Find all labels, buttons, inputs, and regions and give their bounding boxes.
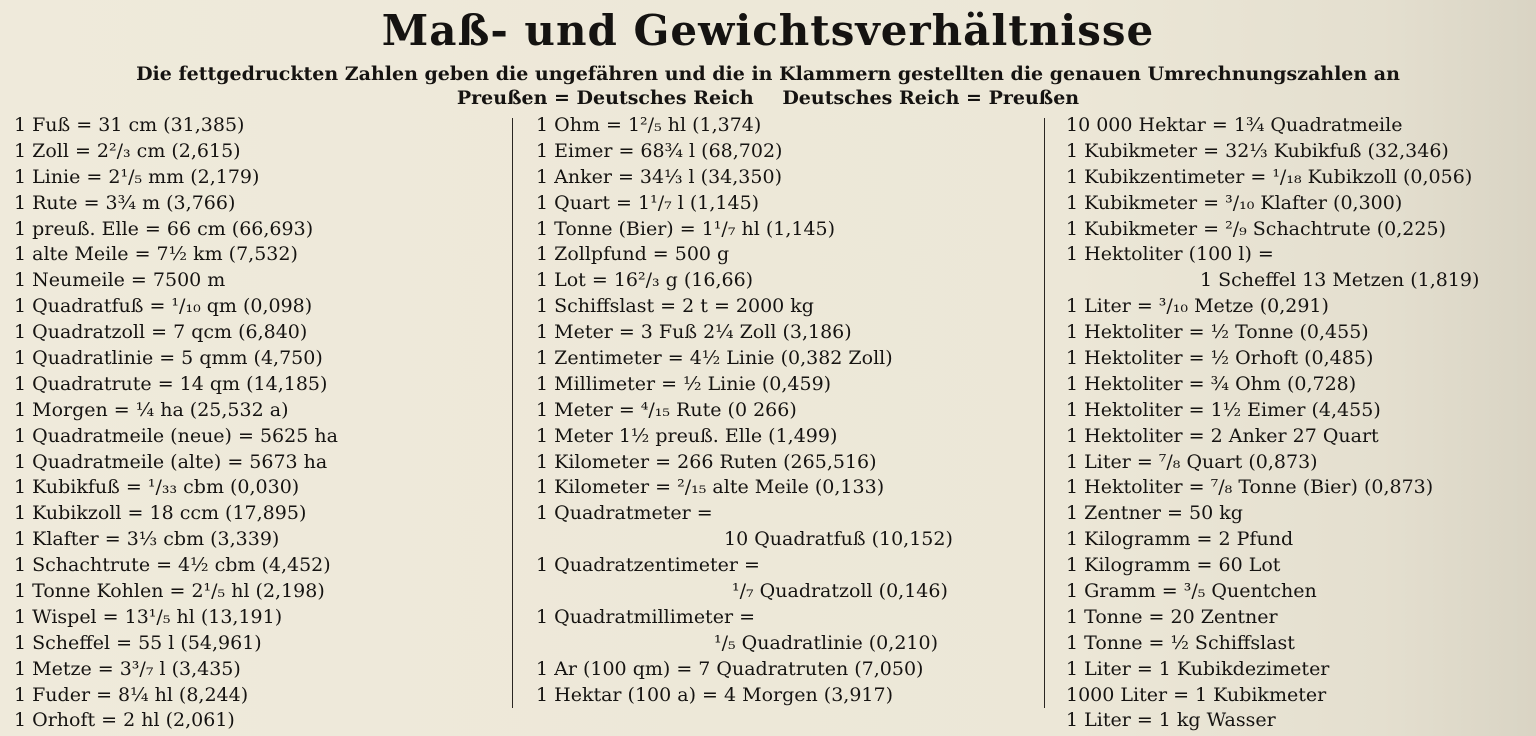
conversion-line: 1 Meter 1½ preuß. Elle (1,499)	[536, 424, 838, 447]
column-headings	[0, 86, 1536, 110]
conversion-line: 1 Linie = 2¹/₅ mm (2,179)	[14, 165, 260, 188]
conversion-line: 1 Quadratzentimeter =	[536, 554, 760, 577]
conversion-line: 1 Kilogramm = 2 Pfund	[1066, 528, 1294, 551]
conversion-line-continuation: 1 Scheffel 13 Metzen (1,819)	[1200, 269, 1480, 292]
conversion-line: 10 000 Hektar = 1¾ Quadratmeile	[1066, 114, 1403, 136]
heading-prussia-to-reich: Preußen = Deutsches Reich	[456, 87, 754, 109]
page-title: Maß- und Gewichtsverhältnisse	[381, 6, 1155, 55]
conversion-line: 1 Zollpfund = 500 g	[536, 243, 730, 266]
conversion-line: 1 Kubikzoll = 18 ccm (17,895)	[14, 502, 307, 525]
conversion-line: 1 Ar (100 qm) = 7 Quadratruten (7,050)	[536, 657, 924, 680]
conversion-line: 1 Neumeile = 7500 m	[14, 269, 226, 292]
conversion-line: 1 Quart = 1¹/₇ l (1,145)	[536, 191, 760, 214]
conversion-line: 1 Kilometer = ²/₁₅ alte Meile (0,133)	[536, 476, 885, 499]
conversion-line: 1 Liter = 1 Kubikdezimeter	[1066, 657, 1330, 680]
conversion-line: 1 Morgen = ¼ ha (25,532 a)	[14, 398, 289, 421]
column-prussia-to-reich	[14, 113, 504, 734]
conversion-line: 1 Tonne Kohlen = 2¹/₅ hl (2,198)	[14, 580, 325, 603]
conversion-line: 1 Lot = 16²/₃ g (16,66)	[536, 269, 754, 292]
conversion-line: 1 Quadratrute = 14 qm (14,185)	[14, 372, 328, 395]
conversion-line: 1 Kubikmeter = ³/₁₀ Klafter (0,300)	[1066, 191, 1403, 214]
conversion-line: 1 Fuder = 8¼ hl (8,244)	[14, 683, 249, 706]
conversion-line: 1 Zoll = 2²/₃ cm (2,615)	[14, 139, 241, 162]
conversion-line: 1 Hektoliter = ½ Orhoft (0,485)	[1066, 347, 1374, 370]
conversion-line: 1 Hektoliter = ¾ Ohm (0,728)	[1066, 372, 1357, 395]
conversion-line: 1 Meter = ⁴/₁₅ Rute (0 266)	[536, 398, 797, 421]
conversion-line-continuation: 10 Quadratfuß (10,152)	[724, 528, 953, 551]
conversion-line: 1 Kilogramm = 60 Lot	[1066, 554, 1281, 577]
conversion-line: 1 Kubikmeter = 32⅓ Kubikfuß (32,346)	[1066, 139, 1449, 162]
heading-reich-to-prussia: Deutsches Reich = Preußen	[782, 87, 1080, 109]
conversion-line: 1 Quadratmeter =	[536, 502, 713, 525]
conversion-line: 1 Ohm = 1²/₅ hl (1,374)	[536, 114, 762, 136]
conversion-line: 1 Klafter = 3⅓ cbm (3,339)	[14, 528, 280, 551]
conversion-line: 1 Rute = 3¾ m (3,766)	[14, 191, 236, 214]
conversion-line: 1 Liter = ⁷/₈ Quart (0,873)	[1066, 450, 1318, 473]
conversion-line: 1 Scheffel = 55 l (54,961)	[14, 631, 262, 654]
conversion-line: 1 Kubikfuß = ¹/₃₃ cbm (0,030)	[14, 476, 300, 499]
conversion-line: 1 Quadratzoll = 7 qcm (6,840)	[14, 321, 308, 344]
conversion-line: 1 Tonne (Bier) = 1¹/₇ hl (1,145)	[536, 217, 836, 240]
conversion-line: 1000 Liter = 1 Kubikmeter	[1066, 683, 1327, 706]
conversion-line: 1 Eimer = 68¾ l (68,702)	[536, 139, 783, 162]
conversion-line: 1 Quadratmillimeter =	[536, 605, 755, 628]
conversion-line: 1 Meter = 3 Fuß 2¼ Zoll (3,186)	[536, 321, 852, 344]
conversion-line: 1 Kilometer = 266 Ruten (265,516)	[536, 450, 877, 473]
conversion-line: 1 Millimeter = ½ Linie (0,459)	[536, 372, 832, 395]
conversion-line: 1 Zentner = 50 kg	[1066, 502, 1243, 525]
conversion-line: 1 Schiffslast = 2 t = 2000 kg	[536, 295, 814, 318]
conversion-line: 1 Tonne = 20 Zentner	[1066, 605, 1278, 628]
conversion-line: 1 Quadratmeile (neue) = 5625 ha	[14, 424, 338, 447]
conversion-line: 1 Hektar (100 a) = 4 Morgen (3,917)	[536, 683, 894, 706]
conversion-line: 1 preuß. Elle = 66 cm (66,693)	[14, 217, 314, 240]
conversion-line: 1 Quadratlinie = 5 qmm (4,750)	[14, 347, 323, 370]
conversion-line: 1 Hektoliter = ½ Tonne (0,455)	[1066, 321, 1369, 344]
column-reich-to-prussia	[1066, 113, 1528, 734]
conversion-line: 1 Tonne = ½ Schiffslast	[1066, 631, 1295, 654]
conversion-line: 1 Schachtrute = 4½ cbm (4,452)	[14, 554, 331, 577]
conversion-line: 1 Metze = 3³/₇ l (3,435)	[14, 657, 241, 680]
column-divider	[512, 118, 513, 708]
column-prussia-to-reich-continued	[536, 113, 1026, 708]
conversion-line: 1 Liter = ³/₁₀ Metze (0,291)	[1066, 295, 1329, 318]
column-divider	[1044, 118, 1045, 708]
conversion-line: 1 Gramm = ³/₅ Quentchen	[1066, 580, 1317, 603]
conversion-line: 1 Hektoliter = 1½ Eimer (4,455)	[1066, 398, 1381, 421]
conversion-line: 1 alte Meile = 7½ km (7,532)	[14, 243, 298, 266]
conversion-line: 1 Quadratfuß = ¹/₁₀ qm (0,098)	[14, 295, 313, 318]
conversion-line: 1 Hektoliter = ⁷/₈ Tonne (Bier) (0,873)	[1066, 476, 1434, 499]
conversion-line: 1 Hektoliter (100 l) =	[1066, 243, 1274, 266]
subtitle: Die fettgedruckten Zahlen geben die ungefähren und die in Klammern gestellten die genauen Umrechnungszahlen an	[136, 63, 1400, 85]
conversion-line: 1 Zentimeter = 4½ Linie (0,382 Zoll)	[536, 347, 893, 370]
conversion-line: 1 Hektoliter = 2 Anker 27 Quart	[1066, 424, 1379, 447]
conversion-line-continuation: ¹/₅ Quadratlinie (0,210)	[714, 631, 938, 654]
conversion-line: 1 Liter = 1 kg Wasser	[1066, 709, 1276, 732]
conversion-line-continuation: ¹/₇ Quadratzoll (0,146)	[732, 580, 948, 603]
conversion-line: 1 Anker = 34⅓ l (34,350)	[536, 165, 782, 188]
conversion-line: 1 Kubikmeter = ²/₉ Schachtrute (0,225)	[1066, 217, 1446, 240]
conversion-line: 1 Fuß = 31 cm (31,385)	[14, 114, 245, 136]
conversion-line: 1 Kubikzentimeter = ¹/₁₈ Kubikzoll (0,056)	[1066, 165, 1473, 188]
conversion-line: 1 Orhoft = 2 hl (2,061)	[14, 709, 235, 732]
conversion-line: 1 Quadratmeile (alte) = 5673 ha	[14, 450, 328, 473]
conversion-line: 1 Wispel = 13¹/₅ hl (13,191)	[14, 605, 283, 628]
